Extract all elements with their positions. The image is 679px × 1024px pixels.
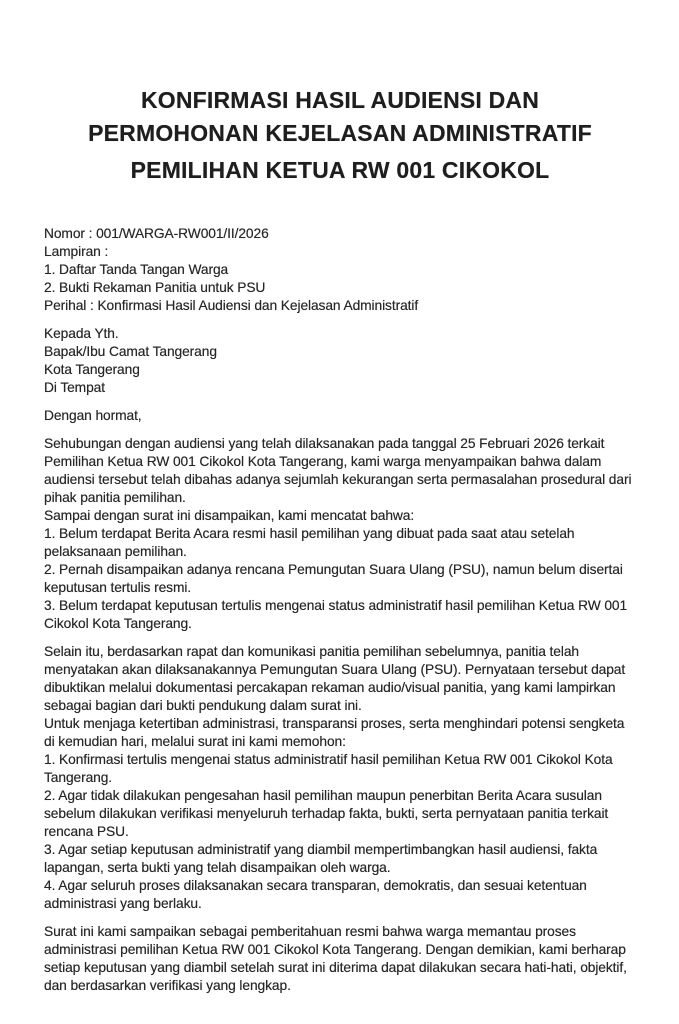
finding-item-3: 3. Belum terdapat keputusan tertulis mengenai status administratif hasil pemilihan Ketua RW 001 Cikokol Kota Tangerang.	[44, 598, 628, 631]
salutation: Dengan hormat,	[44, 408, 142, 423]
letter-meta-block	[44, 225, 636, 315]
request-item-1: 1. Konfirmasi tertulis mengenai status administratif hasil pemilihan Ketua RW 001 Cikokol Kota Tangerang.	[44, 752, 613, 785]
request-item-2: 2. Agar tidak dilakukan pengesahan hasil pemilihan maupun penerbitan Berita Acara susulan sebelum dilakukan verifikasi menyeluruh terhadap fakta, bukti, serta pernyataan panitia terkait rencana PSU.	[44, 788, 609, 839]
request-item-3: 3. Agar setiap keputusan administratif yang diambil mempertimbangkan hasil audiensi, fakta lapangan, serta bukti yang telah disampaikan oleh warga.	[44, 842, 598, 875]
letter-title-line-1: KONFIRMASI HASIL AUDIENSI DAN	[140, 87, 540, 113]
subject-line: Perihal : Konfirmasi Hasil Audiensi dan Kejelasan Administratif	[44, 298, 419, 313]
letter-title	[44, 84, 636, 187]
paragraph-psu-evidence: Selain itu, berdasarkan rapat dan komunikasi panitia pemilihan sebelumnya, panitia telah menyatakan akan dilaksanakannya Pemungutan Suara Ulang (PSU). Pernyataan tersebut dapat dibuktikan melalui dokumentasi percakapan rekaman audio/visual panitia, yang kami lampirkan sebagai bagian dari bukti pendukung dalam surat ini.	[44, 644, 626, 713]
recipient-block	[44, 325, 636, 397]
letter-title-line-2: PERMOHONAN KEJELASAN ADMINISTRATIF	[88, 120, 592, 146]
letter-number-line: Nomor : 001/WARGA-RW001/II/2026	[44, 226, 269, 241]
attachment-item-2: 2. Bukti Rekaman Panitia untuk PSU	[44, 280, 266, 295]
letter-title-line-3: PEMILIHAN KETUA RW 001 CIKOKOL	[130, 157, 550, 183]
findings-block	[44, 507, 636, 633]
paragraph-opening: Sehubungan dengan audiensi yang telah dilaksanakan pada tanggal 25 Februari 2026 terkait Pemilihan Ketua RW 001 Cikokol Kota Tangerang, kami warga menyampaikan bahwa dalam audiensi tersebut telah dibahas adanya sejumlah kekurangan serta permasalahan prosedural dari pihak panitia pemilihan.	[44, 436, 632, 505]
finding-item-2: 2. Pernah disampaikan adanya rencana Pemungutan Suara Ulang (PSU), namun belum disertai keputusan tertulis resmi.	[44, 562, 623, 595]
recipient-line-1: Kepada Yth.	[44, 326, 119, 341]
requests-intro: Untuk menjaga ketertiban administrasi, transparansi proses, serta menghindari potensi sengketa di kemudian hari, melalui surat ini kami memohon:	[44, 716, 625, 749]
finding-item-1: 1. Belum terdapat Berita Acara resmi hasil pemilihan yang dibuat pada saat atau setelah pelaksanaan pemilihan.	[44, 526, 575, 559]
requests-block	[44, 715, 636, 913]
findings-intro: Sampai dengan surat ini disampaikan, kami mencatat bahwa:	[44, 508, 415, 523]
attachments-label: Lampiran :	[44, 244, 109, 259]
recipient-line-2: Bapak/Ibu Camat Tangerang	[44, 344, 217, 359]
request-item-4: 4. Agar seluruh proses dilaksanakan secara transparan, demokratis, dan sesuai ketentuan administrasi yang berlaku.	[44, 878, 587, 911]
paragraph-closing: Surat ini kami sampaikan sebagai pemberitahuan resmi bahwa warga memantau proses administrasi pemilihan Ketua RW 001 Cikokol Kota Tangerang. Dengan demikian, kami berharap setiap keputusan yang diambil setelah surat ini diterima dapat dilakukan secara hati-hati, objektif, dan berdasarkan verifikasi yang lengkap.	[44, 924, 627, 993]
recipient-line-3: Kota Tangerang	[44, 362, 140, 377]
recipient-line-4: Di Tempat	[44, 380, 105, 395]
attachment-item-1: 1. Daftar Tanda Tangan Warga	[44, 262, 229, 277]
